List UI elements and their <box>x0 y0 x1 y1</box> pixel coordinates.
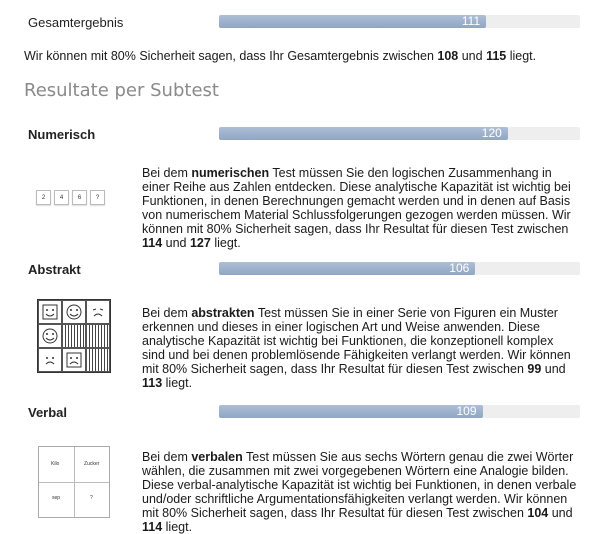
abstract-score-bar <box>219 262 580 275</box>
verbal-score-bar <box>219 405 580 418</box>
verbal-description: Bei dem verbalen Test müssen Sie aus sechs Wörtern genau die zwei Wörter wählen, die zusammen mit zwei vorgegebenen Wörtern eine Analogie bilden. Diese verbal-analytische Kapazität ist wichtig bei Funktionen, in denen verbale und/oder schriftliche Argumentationsfähigkeiten verlangt werden. Wir können mit 80% Sicherheit sagen, dass Ihr Resultat für diesen Test zwischen 104 und 114 liegt. <box>142 450 577 534</box>
smiley-face-icon <box>38 300 62 324</box>
section-title: Resultate per Subtest <box>24 80 219 101</box>
abstract-score-value: 106 <box>449 261 470 275</box>
analogy-word: Zucker <box>84 461 100 467</box>
divider <box>39 482 109 483</box>
overall-score-bar <box>219 15 580 28</box>
subtest-abstract-label: Abstrakt <box>28 262 81 277</box>
abstract-score-fill <box>219 262 475 275</box>
hatched-pattern-icon <box>62 324 86 348</box>
verbal-score-value: 109 <box>456 404 477 418</box>
analogy-word: Kilo <box>51 461 60 467</box>
numeric-sequence-image <box>36 190 105 205</box>
numeric-score-fill <box>219 127 508 140</box>
subtest-numeric-label: Numerisch <box>28 127 96 142</box>
overall-low: 108 <box>437 49 459 63</box>
sequence-item: 2 <box>36 190 51 205</box>
smiley-face-icon <box>38 324 62 348</box>
sad-face-icon <box>38 348 62 372</box>
overall-label: Gesamtergebnis <box>28 15 124 30</box>
abstract-pattern-image <box>37 299 111 373</box>
verbal-score-fill <box>219 405 483 418</box>
overall-score-fill <box>219 15 486 28</box>
subtest-verbal-label: Verbal <box>28 405 68 420</box>
numeric-score-value: 120 <box>481 126 502 140</box>
sad-face-icon <box>86 300 110 324</box>
sequence-item: ? <box>90 190 105 205</box>
overall-high: 115 <box>486 49 507 63</box>
overall-summary: Wir können mit 80% Sicherheit sagen, dass Ihr Gesamtergebnis zwischen 108 und 115 liegt. <box>24 49 537 63</box>
numeric-description: Bei dem numerischen Test müssen Sie den logischen Zusammenhang in einer Reihe aus Zahlen entdecken. Diese analytische Kapazität ist wichtig bei Funktionen, in denen Berechnungen gemacht werden und in denen auf Basis von numerischem Material Schlussfolgerungen gezogen werden müssen. Wir können mit 80% Sicherheit sagen, dass Ihr Resultat für diesen Test zwischen 114 und 127 liegt. <box>142 166 571 250</box>
hatched-pattern-icon <box>86 324 110 348</box>
analogy-word: ? <box>90 495 93 501</box>
sequence-item: 4 <box>54 190 69 205</box>
smiley-face-icon <box>62 300 86 324</box>
abstract-description: Bei dem abstrakten Test müssen Sie in einer Serie von Figuren ein Muster erkennen und dieses in einer logischen Art und Weise anwenden. Diese analytische Kapazität ist wichtig bei Funktionen, die konzeptionell komplex sind und bei denen problemlösende Fähigkeiten verlangt werden. Wir können mit 80% Sicherheit sagen, dass Ihr Resultat für diesen Test zwischen 99 und 113 liegt. <box>142 306 571 390</box>
hatched-pattern-icon <box>86 348 110 372</box>
analogy-word: sep <box>52 495 61 501</box>
verbal-analogy-image <box>38 446 110 518</box>
numeric-score-bar <box>219 127 580 140</box>
sad-face-icon <box>62 348 86 372</box>
sequence-item: 6 <box>72 190 87 205</box>
overall-score-value: 111 <box>461 14 481 28</box>
